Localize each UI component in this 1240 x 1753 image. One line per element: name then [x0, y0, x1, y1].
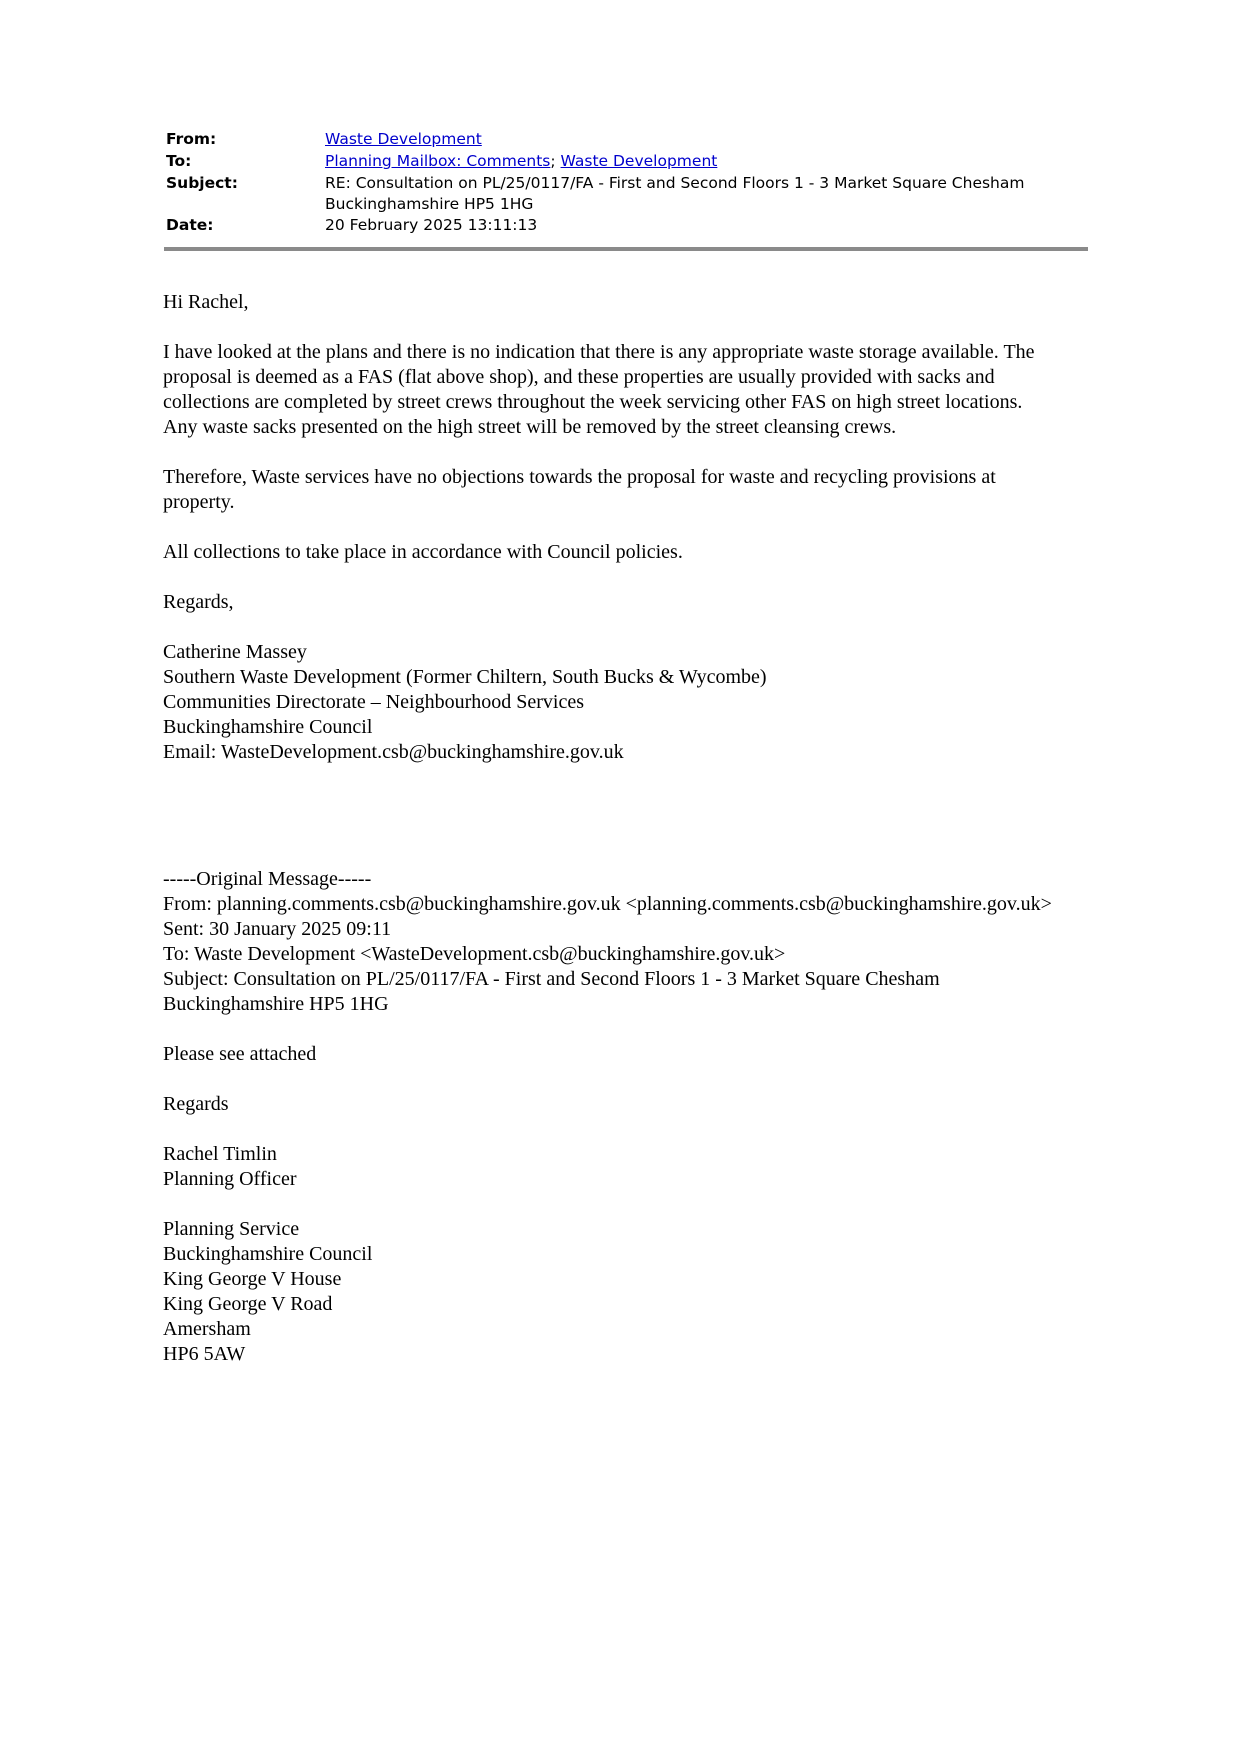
header-date-row: [166, 215, 1086, 236]
reply-body: [163, 290, 1093, 790]
original-address-block: [163, 1217, 1093, 1367]
to-separator: ;: [550, 152, 556, 170]
sender-name: Rachel Timlin: [163, 1143, 277, 1165]
original-to: To: Waste Development <WasteDevelopment.csb@buckinghamshire.gov.uk>: [163, 943, 786, 965]
paragraph-2: [163, 465, 1093, 515]
paragraph-3: All collections to take place in accordance with Council policies.: [163, 541, 683, 563]
from-label: From:: [166, 130, 217, 148]
to-label: To:: [166, 152, 192, 170]
subject-label: Subject:: [166, 174, 238, 192]
address-line: Planning Service: [163, 1218, 300, 1240]
address-line: King George V House: [163, 1268, 342, 1290]
paragraph-2-line: Therefore, Waste services have no objections towards the proposal for waste and recycling provisions at: [163, 466, 996, 488]
signature-council: Buckinghamshire Council: [163, 716, 373, 738]
original-sender-block: [163, 1142, 1093, 1192]
signature-team: Southern Waste Development (Former Chiltern, South Bucks & Wycombe): [163, 666, 767, 688]
paragraph-1-line: proposal is deemed as a FAS (flat above shop), and these properties are usually provided with sacks and: [163, 366, 995, 388]
header-from-row: [166, 129, 1086, 150]
paragraph-1: [163, 340, 1093, 440]
address-line: Amersham: [163, 1318, 251, 1340]
original-marker: -----Original Message-----: [163, 868, 372, 890]
greeting: Hi Rachel,: [163, 291, 249, 313]
address-line: King George V Road: [163, 1293, 333, 1315]
original-header-block: [163, 867, 1093, 1017]
signature-name: Catherine Massey: [163, 641, 307, 663]
original-signoff: Regards: [163, 1093, 229, 1115]
from-link[interactable]: Waste Development: [325, 130, 482, 148]
to-link-planning-mailbox[interactable]: Planning Mailbox: Comments: [325, 152, 551, 170]
paragraph-1-line: collections are completed by street crews throughout the week servicing other FAS on high street locations.: [163, 391, 1023, 413]
address-line: Buckinghamshire Council: [163, 1243, 373, 1265]
to-link-waste-development[interactable]: Waste Development: [560, 152, 718, 170]
signature-block: [163, 640, 1093, 765]
signoff: Regards,: [163, 591, 234, 613]
subject-line-1: RE: Consultation on PL/25/0117/FA - First and Second Floors 1 - 3 Market Square Chesham: [325, 174, 1025, 192]
subject-value: [325, 173, 1086, 214]
sender-title: Planning Officer: [163, 1168, 297, 1190]
header-to-row: [166, 151, 1086, 172]
header-subject-row: [166, 173, 1086, 214]
date-value: 20 February 2025 13:11:13: [325, 216, 538, 234]
original-from: From: planning.comments.csb@buckinghamshire.gov.uk <planning.comments.csb@buckinghamshire.gov.uk>: [163, 893, 1052, 915]
email-header: [166, 129, 1086, 237]
header-divider: [164, 247, 1088, 251]
original-subject-line-1: Subject: Consultation on PL/25/0117/FA - First and Second Floors 1 - 3 Market Square Chesham: [163, 968, 940, 990]
original-sent: Sent: 30 January 2025 09:11: [163, 918, 392, 940]
original-body: Please see attached: [163, 1043, 317, 1065]
paragraph-1-line: I have looked at the plans and there is no indication that there is any appropriate waste storage available. The: [163, 341, 1035, 363]
subject-line-2: Buckinghamshire HP5 1HG: [325, 195, 534, 213]
original-subject-line-2: Buckinghamshire HP5 1HG: [163, 993, 389, 1015]
signature-email: Email: WasteDevelopment.csb@buckinghamshire.gov.uk: [163, 741, 624, 763]
date-label: Date:: [166, 216, 214, 234]
paragraph-2-line: property.: [163, 491, 235, 513]
paragraph-1-line: Any waste sacks presented on the high street will be removed by the street cleansing crews.: [163, 416, 897, 438]
signature-directorate: Communities Directorate – Neighbourhood Services: [163, 691, 585, 713]
original-message: [163, 867, 1093, 1392]
address-line: HP6 5AW: [163, 1343, 246, 1365]
